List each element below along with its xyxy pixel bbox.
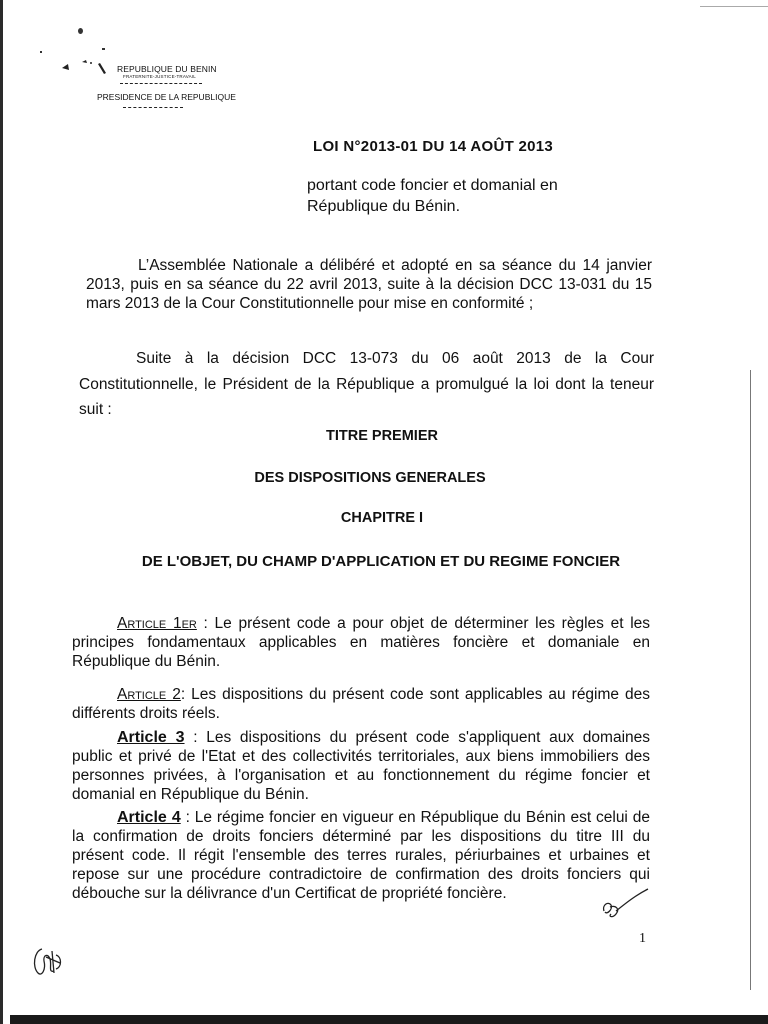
scan-edge-bottom <box>10 1015 768 1024</box>
header-motto: FRATERNITE-JUSTICE-TRAVAIL <box>123 74 196 79</box>
scan-speck <box>40 51 42 53</box>
article-2 <box>72 685 650 723</box>
article-label: Article 2 <box>117 686 181 703</box>
law-title: LOI N°2013-01 DU 14 AOÛT 2013 <box>313 138 554 155</box>
scan-edge-top <box>700 6 768 7</box>
article-separator: : <box>184 729 207 746</box>
article-separator: : <box>196 615 215 632</box>
article-text: Les dispositions du présent code sont applicables au régime des différents droits réels. <box>72 686 651 722</box>
header-divider <box>120 83 202 84</box>
page-number: 1 <box>639 931 646 946</box>
heading-dispositions: DES DISPOSITIONS GENERALES <box>254 470 486 486</box>
scan-speck <box>102 48 105 50</box>
preamble-promulgation: Suite à la décision DCC 13-073 du 06 août 2013 de la Cour Constitutionnelle, le Président de la République a promulgué la loi dont la teneur suit : <box>79 350 654 418</box>
scan-speck <box>78 28 83 34</box>
heading-titre: TITRE PREMIER <box>326 428 438 444</box>
article-label: Article 1er <box>117 615 197 632</box>
signature-initial-icon <box>598 887 650 921</box>
header-divider <box>123 107 183 108</box>
header-country: REPUBLIQUE DU BENIN <box>117 64 217 74</box>
article-label: Article 4 <box>117 809 181 826</box>
heading-chapitre: CHAPITRE I <box>340 510 424 526</box>
article-label: Article 3 <box>117 729 185 746</box>
article-3 <box>72 728 650 804</box>
law-subtitle: portant code foncier et domanial en République du Bénin. <box>307 177 558 215</box>
article-text: Les dispositions du présent code s'appliquent aux domaines public et privé de l'Etat et des collectivités territoriales, aux biens immobiliers des personnes privées, à l'organisation et au fonctionnement du régime foncier et domanial en République du Bénin. <box>72 729 651 803</box>
article-4 <box>72 808 650 903</box>
scan-edge-right <box>750 370 751 990</box>
coat-of-arms-icon <box>60 58 110 78</box>
article-separator: : <box>180 686 192 703</box>
margin-initial-icon <box>30 943 66 979</box>
article-separator: : <box>180 809 195 826</box>
article-text: Le régime foncier en vigueur en République du Bénin est celui de la confirmation de droits fonciers déterminé par les dispositions du titre III du présent code. Il régit l'ensemble des terres rurales, périurbaines et urbaines et repose sur une procédure contradictoire de confirmation des droits fonciers qui débouche sur la délivrance d'un Certificat de propriété foncière. <box>72 809 650 902</box>
heading-objet: DE L'OBJET, DU CHAMP D'APPLICATION ET DU REGIME FONCIER <box>141 553 621 570</box>
article-1 <box>72 614 650 671</box>
header-office: PRESIDENCE DE LA REPUBLIQUE <box>97 92 236 102</box>
article-text: Le présent code a pour objet de déterminer les règles et les principes fondamentaux applicables en matières foncière et domaniale en République du Bénin. <box>72 615 651 670</box>
preamble-assemblee: L’Assemblée Nationale a délibéré et adopté en sa séance du 14 janvier 2013, puis en sa séance du 22 avril 2013, suite à la décision DCC 13-031 du 15 mars 2013 de la Cour Constitutionnelle pour mise en conformité ; <box>86 257 652 312</box>
